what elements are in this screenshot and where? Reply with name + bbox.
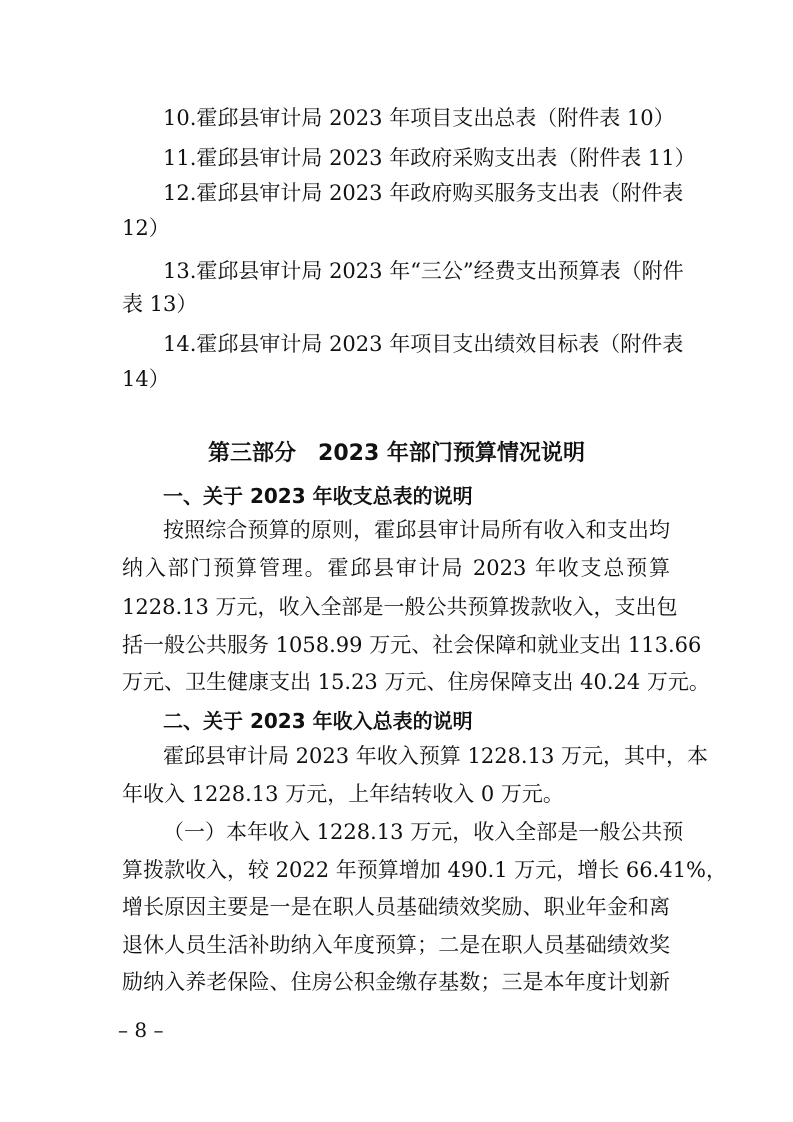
attachment-item-12: 12.霍邱县审计局 2023 年政府购买服务支出表（附件表 <box>163 181 684 205</box>
attachment-item-13-cont: 表 13） <box>122 292 198 316</box>
section1-line-1: 按照综合预算的原则，霍邱县审计局所有收入和支出均 <box>163 518 670 542</box>
section2-line-7: 励纳入养老保险、住房公积金缴存基数；三是本年度计划新 <box>122 970 670 994</box>
section1-line-3: 1228.13 万元，收入全部是一般公共预算拨款收入，支出包 <box>122 595 678 619</box>
section1-line-4: 括一般公共服务 1058.99 万元、社会保障和就业支出 113.66 <box>122 633 702 657</box>
section2-line-2: 年收入 1228.13 万元，上年结转收入 0 万元。 <box>122 782 564 806</box>
attachment-item-14-cont: 14） <box>122 367 170 391</box>
section2-line-1: 霍邱县审计局 2023 年收入预算 1228.13 万元，其中，本 <box>163 744 708 768</box>
section1-line-2: 纳入部门预算管理。霍邱县审计局 2023 年收支总预算 <box>122 556 670 580</box>
attachment-item-13: 13.霍邱县审计局 2023 年“三公”经费支出预算表（附件 <box>163 259 684 283</box>
section2-line-3: （一）本年收入 1228.13 万元，收入全部是一般公共预 <box>163 820 684 844</box>
part-title: 第三部分 2023 年部门预算情况说明 <box>208 441 585 466</box>
section2-line-6: 退休人员生活补助纳入年度预算；二是在职人员基础绩效奖 <box>122 933 670 957</box>
section1-heading: 一、关于 2023 年收支总表的说明 <box>163 484 473 508</box>
section2-line-4: 算拨款收入，较 2022 年预算增加 490.1 万元，增长 66.41%， <box>122 858 728 882</box>
attachment-item-10: 10.霍邱县审计局 2023 年项目支出总表（附件表 10） <box>163 106 675 130</box>
attachment-item-12-cont: 12） <box>122 216 170 240</box>
section2-line-5: 增长原因主要是一是在职人员基础绩效奖励、职业年金和离 <box>122 895 670 919</box>
attachment-item-14: 14.霍邱县审计局 2023 年项目支出绩效目标表（附件表 <box>163 332 684 356</box>
section1-line-5: 万元、卫生健康支出 15.23 万元、住房保障支出 40.24 万元。 <box>122 670 710 694</box>
attachment-item-11: 11.霍邱县审计局 2023 年政府采购支出表（附件表 11） <box>163 146 696 170</box>
page-number: – 8 – <box>118 1018 164 1042</box>
section2-heading: 二、关于 2023 年收入总表的说明 <box>163 709 473 733</box>
